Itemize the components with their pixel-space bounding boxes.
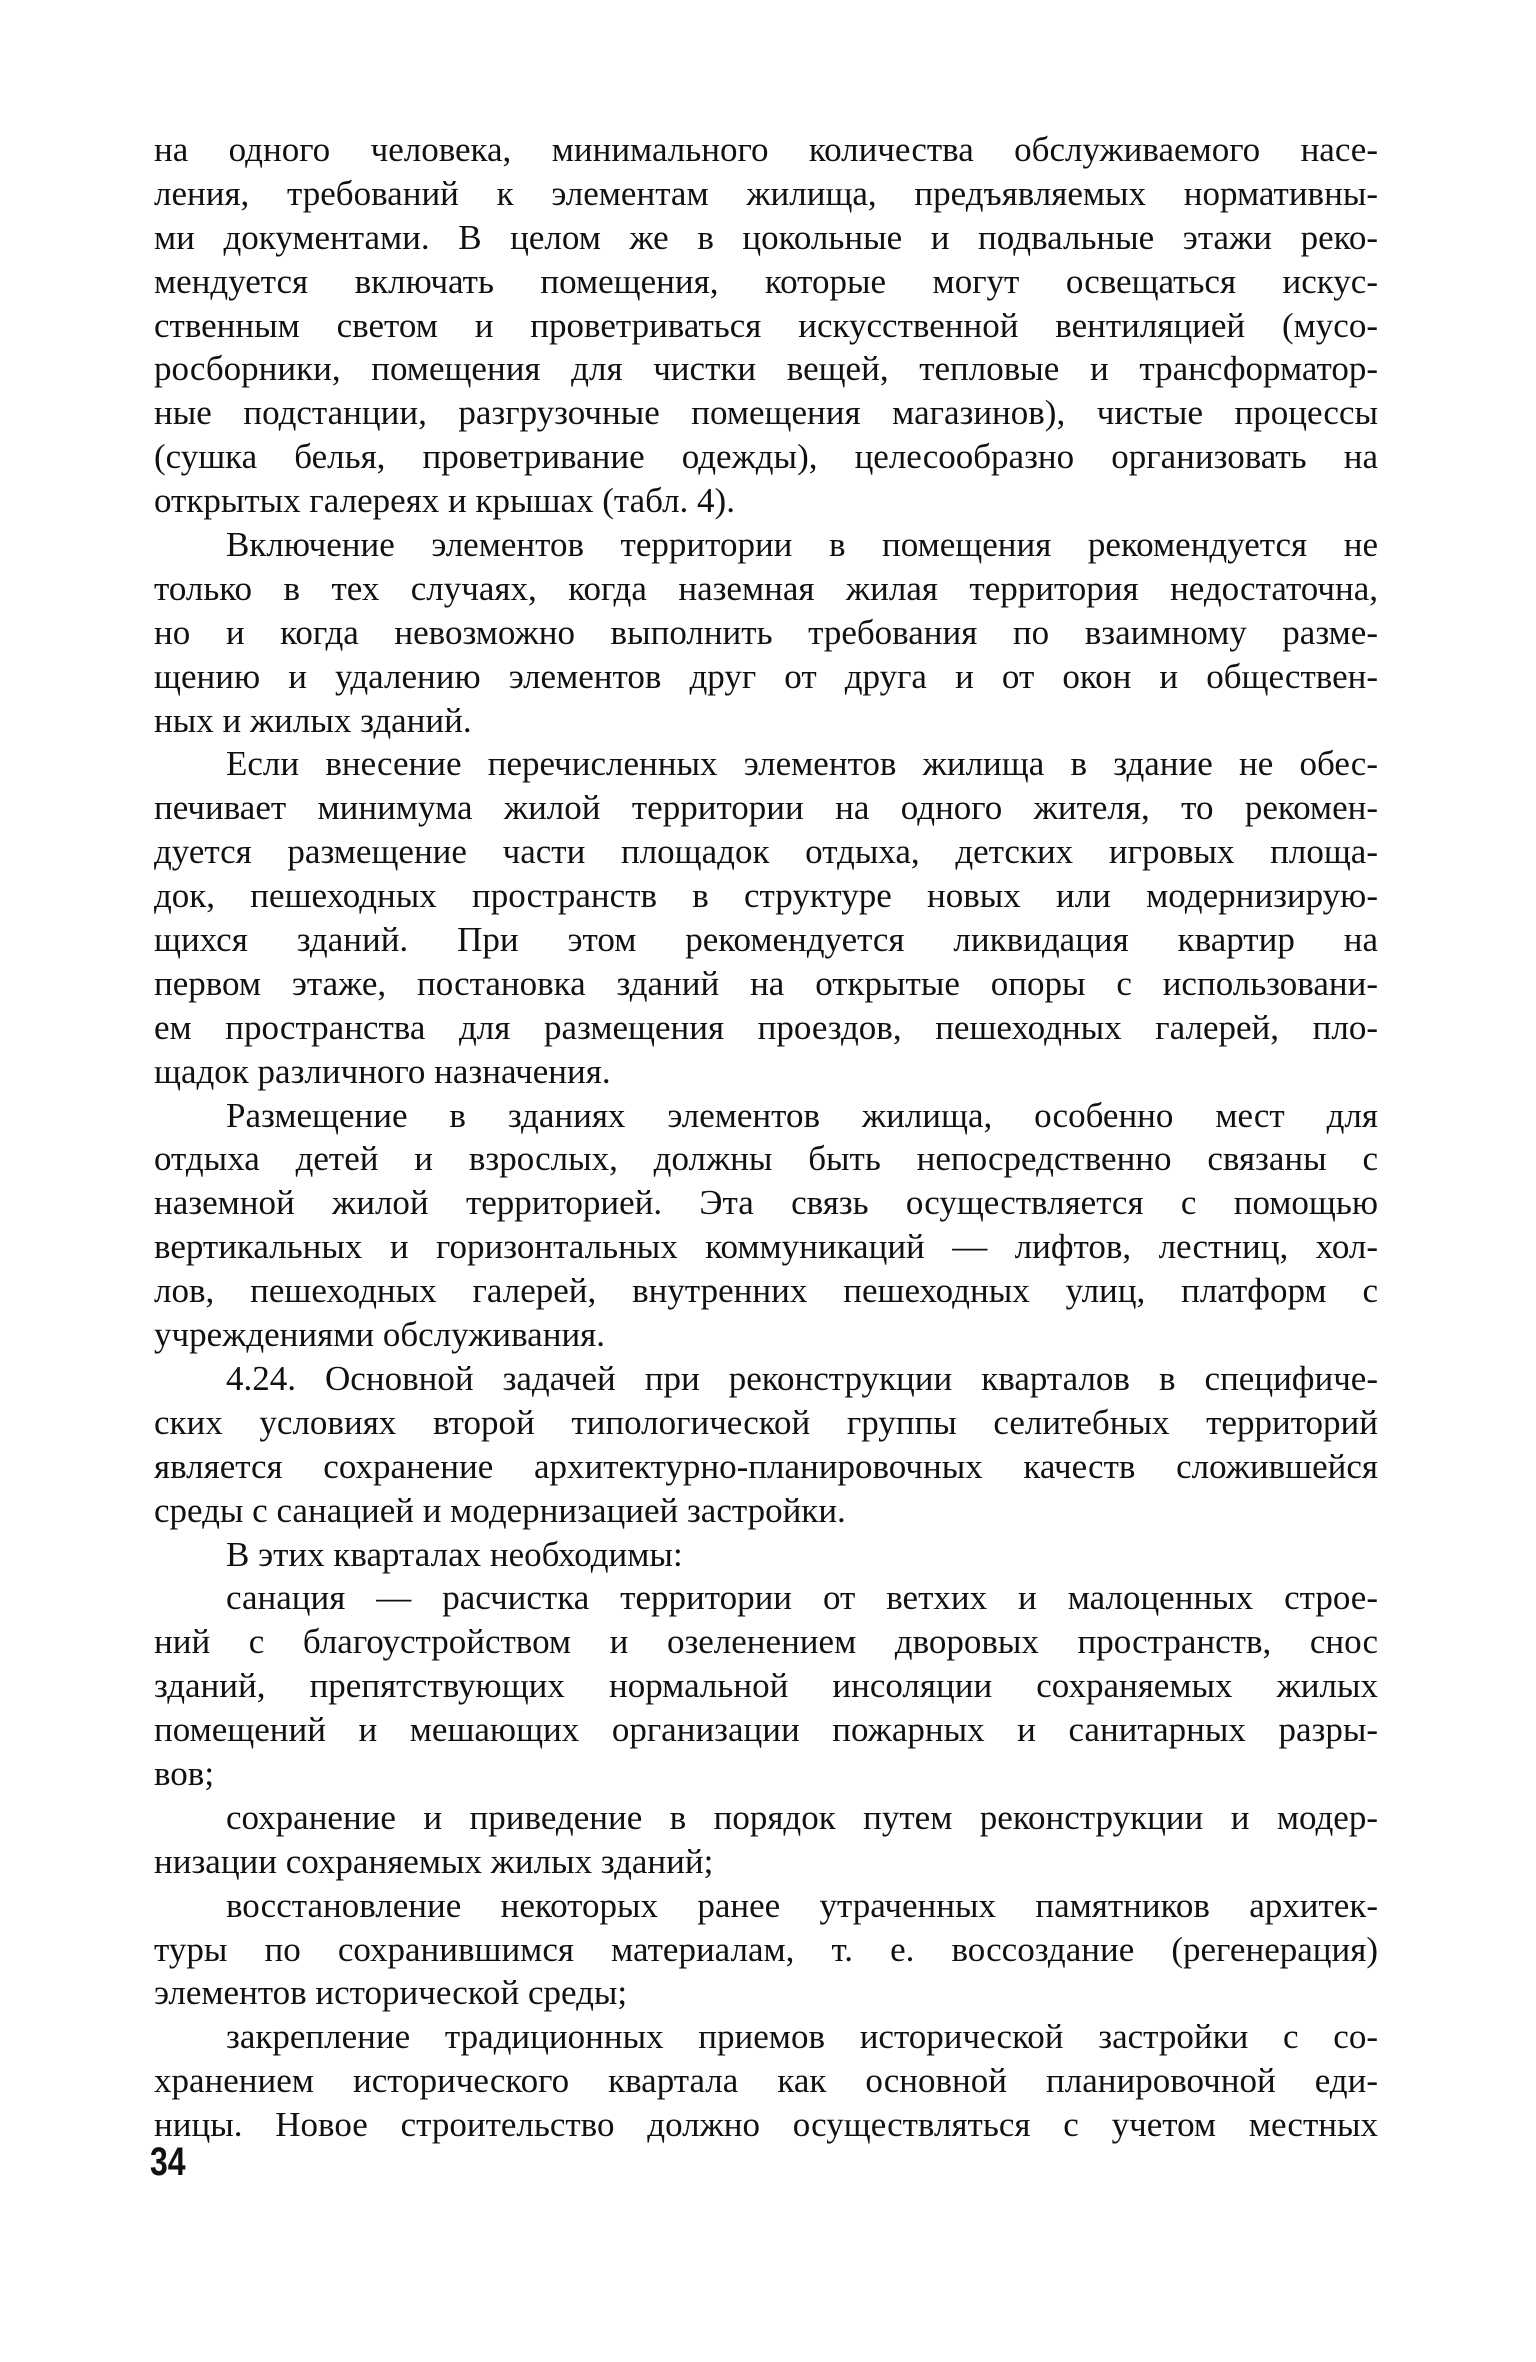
paragraph <box>154 1357 1378 1533</box>
page-number: 34 <box>150 2140 186 2184</box>
text-line: элементов исторической среды; <box>154 1973 628 2013</box>
paragraph <box>154 1884 1378 2016</box>
text-line: ницы. Новое строительство должно осуществляться с учетом местных <box>154 2105 1378 2145</box>
text-line: лов, пешеходных галерей, внутренних пешеходных улиц, платформ с <box>154 1271 1378 1311</box>
text-line: зданий, препятствующих нормальной инсоляции сохраняемых жилых <box>154 1666 1378 1706</box>
text-line: ем пространства для размещения проездов, пешеходных галерей, пло- <box>154 1007 1378 1047</box>
text-line: ми документами. В целом же в цокольные и подвальные этажи реко- <box>154 217 1378 257</box>
paragraph <box>154 742 1378 1093</box>
text-line: закрепление традиционных приемов исторической застройки с со- <box>226 2017 1378 2057</box>
text-line: (сушка белья, проветривание одежды), целесообразно организовать на <box>154 437 1378 477</box>
text-line: сохранение и приведение в порядок путем реконструкции и модер- <box>226 1797 1378 1837</box>
text-line: хранением исторического квартала как основной планировочной еди- <box>154 2061 1378 2101</box>
text-line: дуется размещение части площадок отдыха, детских игровых площа- <box>154 832 1378 872</box>
text-line: 4.24. Основной задачей при реконструкции кварталов в специфиче- <box>226 1358 1378 1398</box>
text-line: среды с санацией и модернизацией застройки. <box>154 1490 846 1530</box>
text-line: санация — расчистка территории от ветхих и малоценных строе- <box>226 1578 1378 1618</box>
text-line: росборники, помещения для чистки вещей, тепловые и трансформатор- <box>154 349 1378 389</box>
text-line: ные подстанции, разгрузочные помещения магазинов), чистые процессы <box>154 393 1378 433</box>
text-line: щению и удалению элементов друг от друга и от окон и обществен- <box>154 656 1378 696</box>
text-line: ственным светом и проветриваться искусственной вентиляцией (мусо- <box>154 305 1378 345</box>
paragraph <box>154 1094 1378 1357</box>
text-line: открытых галереях и крышах (табл. 4). <box>154 481 735 521</box>
text-line: ления, требований к элементам жилища, предъявляемых нормативны- <box>154 173 1378 213</box>
text-line: но и когда невозможно выполнить требования по взаимному разме- <box>154 612 1378 652</box>
text-line: печивает минимума жилой территории на одного жителя, то рекомен- <box>154 788 1378 828</box>
paragraph <box>154 1533 1378 1577</box>
text-line: Если внесение перечисленных элементов жилища в здание не обес- <box>226 744 1378 784</box>
text-line: туры по сохранившимся материалам, т. е. воссоздание (регенерация) <box>154 1929 1378 1969</box>
text-line: низации сохраняемых жилых зданий; <box>154 1841 714 1881</box>
document-body <box>154 128 1378 2147</box>
paragraph <box>154 2015 1378 2147</box>
text-line: В этих кварталах необходимы: <box>226 1534 683 1574</box>
paragraph <box>154 1576 1378 1795</box>
text-line: Включение элементов территории в помещения рекомендуется не <box>226 525 1378 565</box>
text-line: вов; <box>154 1753 215 1793</box>
text-line: щадок различного назначения. <box>154 1051 611 1091</box>
text-line: только в тех случаях, когда наземная жилая территория недостаточна, <box>154 568 1378 608</box>
text-line: наземной жилой территорией. Эта связь осуществляется с помощью <box>154 1183 1378 1223</box>
text-line: помещений и мешающих организации пожарных и санитарных разры- <box>154 1710 1378 1750</box>
text-line: отдыха детей и взрослых, должны быть непосредственно связаны с <box>154 1139 1378 1179</box>
text-line: ний с благоустройством и озеленением дворовых пространств, снос <box>154 1622 1378 1662</box>
text-line: щихся зданий. При этом рекомендуется ликвидация квартир на <box>154 920 1378 960</box>
paragraph <box>154 523 1378 742</box>
paragraph <box>154 1796 1378 1884</box>
text-line: восстановление некоторых ранее утраченных памятников архитек- <box>226 1885 1378 1925</box>
text-line: Размещение в зданиях элементов жилища, особенно мест для <box>226 1095 1378 1135</box>
text-line: мендуется включать помещения, которые могут освещаться искус- <box>154 261 1378 301</box>
text-line: является сохранение архитектурно-планировочных качеств сложившейся <box>154 1446 1378 1486</box>
text-line: учреждениями обслуживания. <box>154 1315 606 1355</box>
paragraph <box>154 128 1378 523</box>
text-line: на одного человека, минимального количества обслуживаемого насе- <box>154 130 1378 169</box>
text-line: ных и жилых зданий. <box>154 700 472 740</box>
text-line: ских условиях второй типологической группы селитебных территорий <box>154 1402 1378 1442</box>
text-line: док, пешеходных пространств в структуре новых или модернизирую- <box>154 876 1378 916</box>
text-line: первом этаже, постановка зданий на открытые опоры с использовани- <box>154 963 1378 1003</box>
text-line: вертикальных и горизонтальных коммуникаций — лифтов, лестниц, хол- <box>154 1227 1378 1267</box>
